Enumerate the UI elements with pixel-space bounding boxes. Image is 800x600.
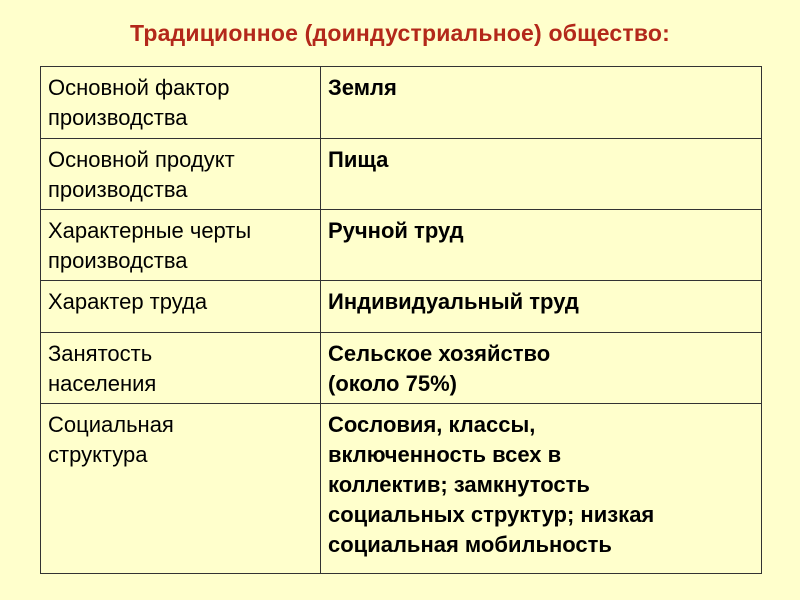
table-row [41, 281, 762, 333]
table-row [41, 210, 762, 281]
row-value: Земля [321, 67, 762, 139]
row-value: Индивидуальный труд [321, 281, 762, 333]
characteristics-table [40, 66, 762, 574]
table-row [41, 67, 762, 139]
table-row [41, 139, 762, 210]
row-label: Характерные черты производства [41, 210, 321, 281]
row-value: Ручной труд [321, 210, 762, 281]
row-label: Основной фактор производства [41, 67, 321, 139]
row-label: Занятость населения [41, 333, 321, 404]
table-row [41, 404, 762, 574]
table-row [41, 333, 762, 404]
slide-title: Традиционное (доиндустриальное) общество: [129, 20, 671, 46]
row-label: Социальная структура [41, 404, 321, 574]
row-value: Пища [321, 139, 762, 210]
row-label: Характер труда [41, 281, 321, 333]
row-label: Основной продукт производства [41, 139, 321, 210]
row-value: Сельское хозяйство (около 75%) [321, 333, 762, 404]
row-value: Сословия, классы, включенность всех в коллектив; замкнутость социальных структур; низкая социальная мобильность [321, 404, 762, 574]
